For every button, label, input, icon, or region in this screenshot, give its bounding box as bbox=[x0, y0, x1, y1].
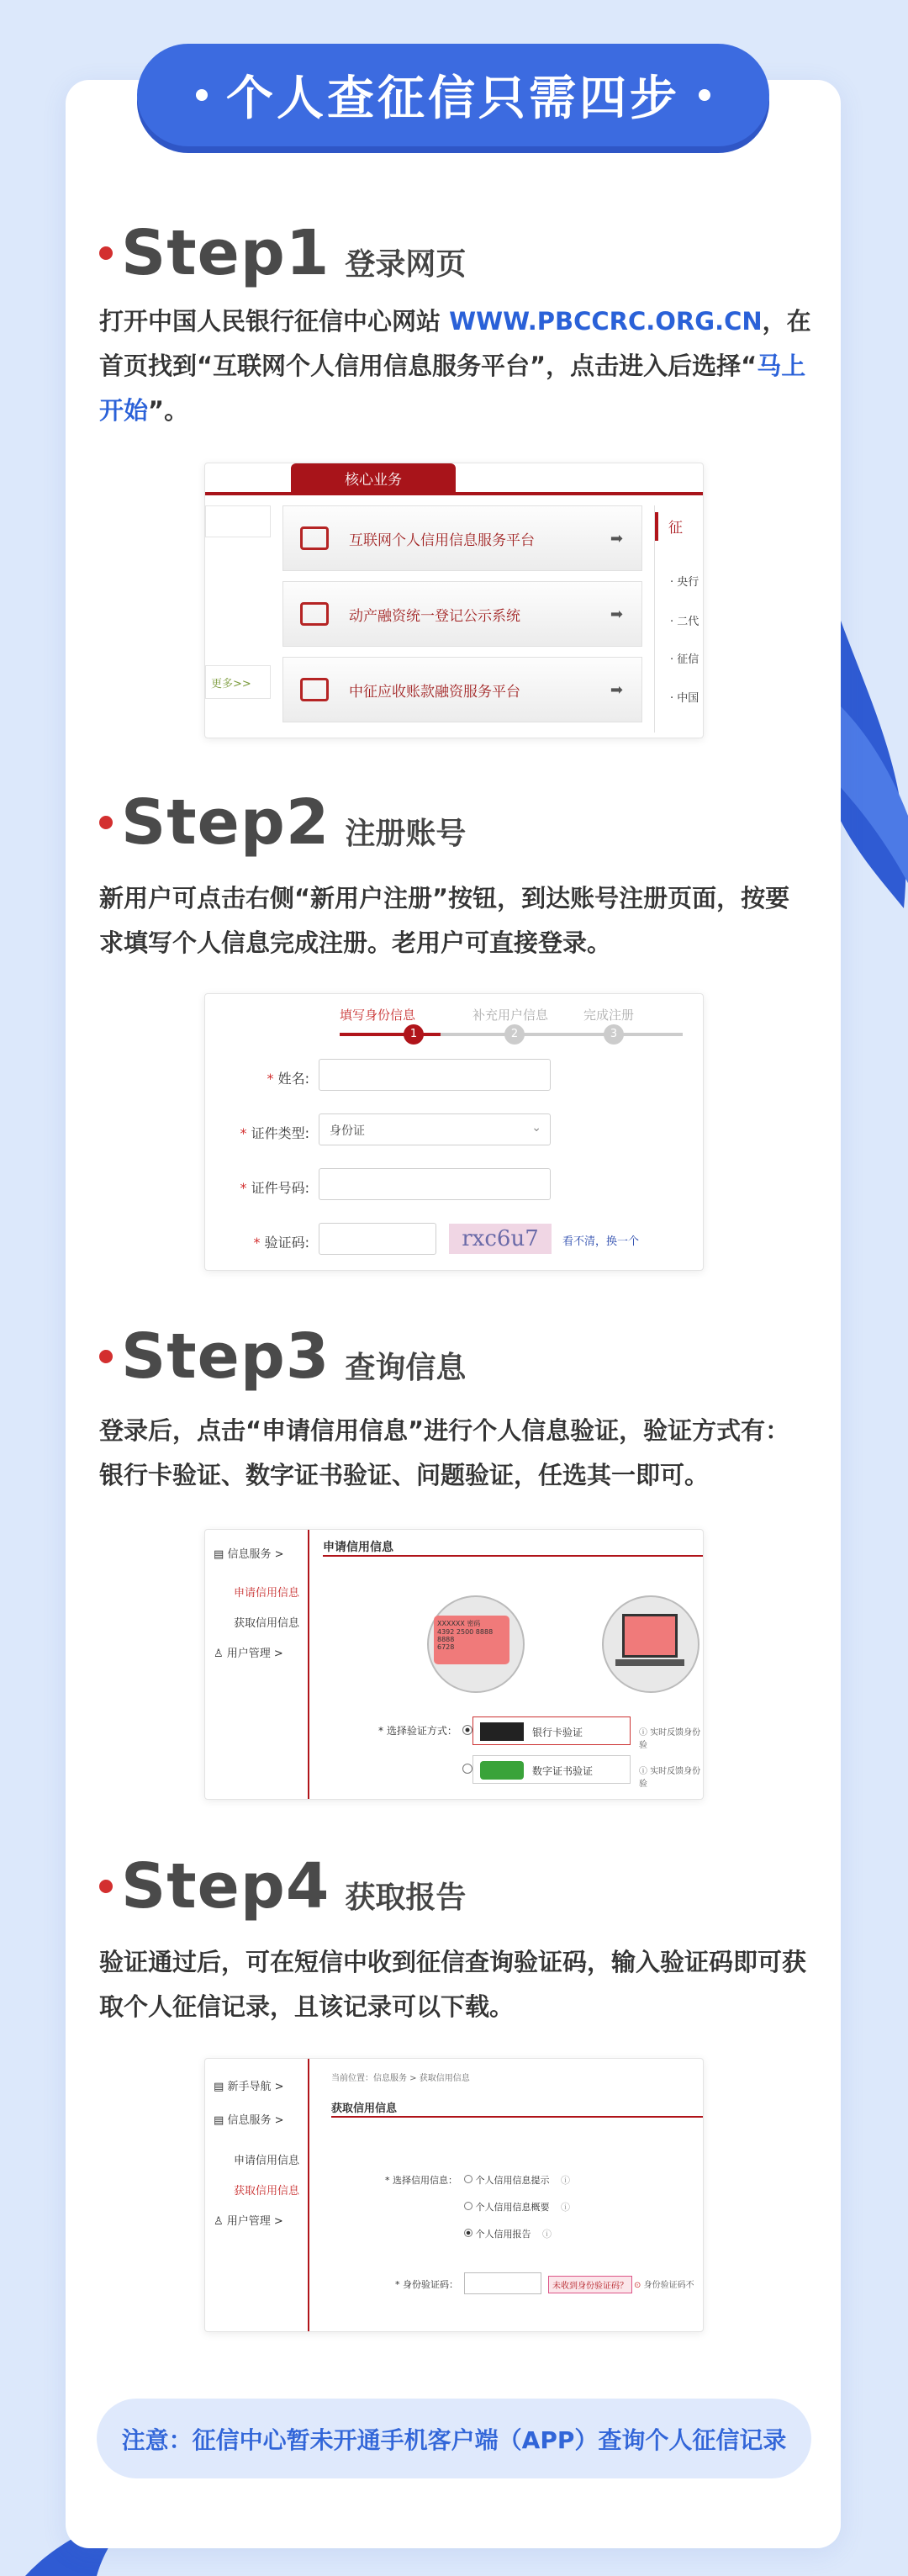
nav-get-credit[interactable]: 获取信用信息 bbox=[234, 2185, 300, 2198]
select-info-label: * 选择信用信息： bbox=[385, 2175, 457, 2186]
tip-digital-cert: ⓘ 实时反馈身份验 bbox=[639, 1767, 701, 1789]
step4-heading bbox=[99, 1850, 466, 1923]
nav-apply-credit[interactable]: 申请信用信息 bbox=[234, 2155, 300, 2167]
nav-get-credit[interactable]: 获取信用信息 bbox=[234, 1617, 300, 1630]
tip-text: 实时反馈身份验 bbox=[639, 1728, 701, 1750]
doc-icon: ▤ bbox=[214, 1548, 224, 1561]
tip-text: 实时反馈身份验 bbox=[639, 1767, 701, 1789]
step2-heading bbox=[99, 786, 466, 859]
label-text: 姓名: bbox=[277, 1071, 309, 1087]
label-text: 验证码: bbox=[264, 1235, 309, 1251]
progress-step-2: 补充用户信息 bbox=[472, 1008, 549, 1023]
option-bank-card[interactable] bbox=[472, 1716, 631, 1745]
panel-header: 申请信用信息 bbox=[323, 1541, 393, 1554]
progress-step-1: 填写身份信息 bbox=[340, 1008, 416, 1023]
usb-key-icon bbox=[480, 1761, 524, 1780]
option-label: 数字证书验证 bbox=[532, 1765, 594, 1777]
radio-checked-icon bbox=[464, 2229, 472, 2237]
nav-label: 用户管理 > bbox=[226, 1648, 283, 1660]
step2-number: Step2 bbox=[121, 786, 330, 859]
progress-step-3: 完成注册 bbox=[583, 1008, 635, 1023]
more-link[interactable]: 更多>> bbox=[205, 665, 271, 699]
arrow-right-icon: ➡ bbox=[610, 529, 623, 547]
chevron-down-icon: ⌄ bbox=[531, 1121, 541, 1135]
side-nav bbox=[205, 2059, 309, 2331]
service-label: 互联网个人信用信息服务平台 bbox=[349, 532, 535, 549]
news-item[interactable]: · 征信 bbox=[670, 653, 699, 666]
info-icon: ⓘ bbox=[542, 2229, 552, 2240]
user-icon: ♙ bbox=[214, 2215, 224, 2228]
service-label: 动产融资统一登记公示系统 bbox=[349, 607, 520, 625]
nav-label: 信息服务 > bbox=[227, 2114, 284, 2127]
option-label: 个人信用报告 bbox=[475, 2229, 531, 2240]
side-nav bbox=[205, 1530, 309, 1799]
info-icon: ⓘ bbox=[561, 2202, 570, 2213]
service-row-credit-platform[interactable] bbox=[282, 505, 642, 571]
news-head: 征 bbox=[668, 520, 683, 537]
name-label bbox=[205, 1068, 309, 1087]
label-text: 证件号码: bbox=[251, 1180, 309, 1196]
nav-beginner[interactable] bbox=[214, 2077, 283, 2093]
step3-description: 登录后，点击“申请信用信息”进行个人信息验证，验证方式有：银行卡验证、数字证书验证、问题验证，任选其一即可。 bbox=[99, 1416, 790, 1489]
tip-text: 身份验证码不 bbox=[643, 2281, 694, 2290]
panel-header: 获取信用信息 bbox=[331, 2103, 398, 2115]
card-text: 4392 2500 8888 8888 bbox=[437, 1628, 494, 1643]
card-graphic bbox=[434, 1616, 509, 1664]
step4-number: Step4 bbox=[121, 1850, 330, 1923]
right-news-panel bbox=[654, 505, 704, 733]
step-bullet bbox=[99, 246, 113, 260]
info-icon: ⓘ bbox=[561, 2175, 570, 2186]
nav-apply-credit[interactable]: 申请信用信息 bbox=[234, 1587, 300, 1600]
card-icon bbox=[300, 678, 329, 701]
notice-banner bbox=[97, 2399, 811, 2478]
chart-icon bbox=[300, 526, 329, 550]
option-label: 个人信用信息提示 bbox=[475, 2175, 550, 2186]
nav-user-manage[interactable] bbox=[214, 1644, 283, 1660]
user-icon: ♙ bbox=[214, 1648, 224, 1660]
bank-card-illustration bbox=[427, 1595, 525, 1693]
screenshot-get-credit bbox=[204, 2058, 704, 2332]
start-now-highlight: 马上开始 bbox=[99, 352, 806, 425]
id-type-select[interactable] bbox=[319, 1113, 551, 1145]
pbccrc-link[interactable]: WWW.PBCCRC.ORG.CN bbox=[449, 307, 763, 336]
verify-method-label: * 选择验证方式： bbox=[378, 1725, 457, 1737]
warning-icon: ⊙ bbox=[634, 2281, 641, 2290]
camera-icon bbox=[300, 602, 329, 626]
step1-desc-post: ”。 bbox=[148, 396, 189, 425]
banner-title: 个人查征信只需四步 bbox=[226, 71, 680, 126]
required-mark: * bbox=[240, 1125, 247, 1141]
step1-number: Step1 bbox=[121, 217, 330, 289]
captcha-label bbox=[205, 1232, 309, 1251]
step-bullet bbox=[99, 816, 113, 829]
screenshot-register-form bbox=[204, 993, 704, 1271]
laptop-base bbox=[615, 1659, 684, 1666]
required-mark: * bbox=[240, 1180, 247, 1196]
nav-label: 新手导航 > bbox=[227, 2081, 284, 2093]
get-code-button[interactable]: 未收到身份验证码？ bbox=[548, 2276, 632, 2293]
step3-heading bbox=[99, 1320, 466, 1393]
captcha-input[interactable] bbox=[319, 1223, 436, 1255]
captcha-image: rxc6u7 bbox=[449, 1224, 552, 1254]
bank-card-icon bbox=[480, 1722, 524, 1741]
card-text: XXXXXX bbox=[437, 1620, 465, 1627]
id-number-label bbox=[205, 1177, 309, 1197]
id-type-label bbox=[205, 1123, 309, 1142]
doc-icon: ▤ bbox=[214, 2114, 224, 2127]
nav-label: 用户管理 > bbox=[226, 2215, 283, 2228]
code-tip bbox=[634, 2277, 694, 2290]
nav-info-service[interactable] bbox=[214, 2111, 283, 2127]
arrow-right-icon: ➡ bbox=[610, 605, 623, 623]
service-row-movables[interactable] bbox=[282, 581, 642, 647]
radio-bank-card[interactable] bbox=[462, 1725, 472, 1735]
step3-number: Step3 bbox=[121, 1320, 330, 1393]
step-bullet bbox=[99, 1880, 113, 1893]
header-line bbox=[323, 1555, 704, 1557]
progress-fill bbox=[340, 1033, 441, 1036]
news-item[interactable]: · 二代 bbox=[670, 616, 699, 628]
code-label: * 身份验证码： bbox=[395, 2279, 458, 2290]
card-text: 密码 bbox=[467, 1620, 481, 1627]
step-bullet bbox=[99, 1350, 113, 1363]
refresh-captcha-link[interactable]: 看不清，换一个 bbox=[562, 1235, 640, 1248]
name-input[interactable] bbox=[319, 1059, 551, 1091]
progress-dot-3: 3 bbox=[604, 1024, 624, 1045]
banner-dot-right bbox=[699, 89, 710, 101]
news-item[interactable]: · 央行 bbox=[670, 576, 699, 589]
progress-dot-1: 1 bbox=[404, 1024, 424, 1045]
radio-digital-cert[interactable] bbox=[462, 1764, 472, 1774]
progress-dot-2: 2 bbox=[504, 1024, 525, 1045]
required-mark: * bbox=[253, 1235, 261, 1251]
arrow-right-icon: ➡ bbox=[610, 680, 623, 699]
step2-title: 注册账号 bbox=[345, 817, 467, 851]
step3-title: 查询信息 bbox=[345, 1351, 467, 1385]
screenshot-apply-credit bbox=[204, 1529, 704, 1800]
step1-desc-pre: 打开中国人民银行征信中心网站 bbox=[99, 307, 450, 336]
tip-bank-card: ⓘ 实时反馈身份验 bbox=[639, 1728, 701, 1750]
breadcrumb: 当前位置：信息服务 > 获取信用信息 bbox=[331, 2074, 470, 2083]
code-input[interactable] bbox=[464, 2272, 541, 2294]
step4-title: 获取报告 bbox=[345, 1880, 467, 1915]
option-label: 个人信用信息概要 bbox=[475, 2202, 550, 2213]
header-line bbox=[331, 2116, 704, 2118]
step1-heading bbox=[99, 217, 466, 289]
option-digital-cert[interactable] bbox=[472, 1755, 631, 1784]
id-type-value: 身份证 bbox=[330, 1124, 365, 1138]
required-mark: * bbox=[267, 1071, 274, 1087]
step1-desc-mid: ，在首页找到“互联网个人信用信息服务平台”，点击进入后选择“ bbox=[99, 307, 811, 380]
option-label: 银行卡验证 bbox=[532, 1727, 583, 1738]
news-item[interactable]: · 中国 bbox=[670, 692, 699, 705]
service-label: 中征应收账款融资服务平台 bbox=[349, 683, 520, 701]
step1-description bbox=[99, 299, 814, 433]
step1-title: 登录网页 bbox=[345, 247, 467, 282]
core-business-tab[interactable]: 核心业务 bbox=[291, 463, 456, 492]
card-text: 6728 bbox=[437, 1643, 455, 1651]
title-banner bbox=[137, 44, 769, 146]
news-accent bbox=[655, 512, 658, 541]
nav-label: 信息服务 > bbox=[227, 1548, 284, 1561]
id-number-input[interactable] bbox=[319, 1168, 551, 1200]
option-report[interactable] bbox=[464, 2227, 552, 2240]
nav-info-service[interactable] bbox=[214, 1545, 283, 1561]
banner-dot-left bbox=[196, 89, 208, 101]
left-panel bbox=[205, 505, 271, 537]
step4-description: 验证通过后，可在短信中收到征信查询验证码，输入验证码即可获取个人征信记录，且该记录可以下载。 bbox=[99, 1948, 807, 2021]
laptop-illustration bbox=[602, 1595, 699, 1693]
service-row-receivables[interactable] bbox=[282, 657, 642, 722]
tab-underline bbox=[205, 492, 703, 495]
radio-icon bbox=[464, 2202, 472, 2210]
screenshot-core-business bbox=[204, 463, 704, 738]
nav-user-manage[interactable] bbox=[214, 2212, 283, 2228]
radio-icon bbox=[464, 2175, 472, 2183]
option-summary[interactable] bbox=[464, 2200, 570, 2214]
label-text: 证件类型: bbox=[251, 1125, 309, 1141]
book-icon: ▤ bbox=[214, 2081, 224, 2093]
step2-description: 新用户可点击右侧“新用户注册”按钮，到达账号注册页面，按要求填写个人信息完成注册。老用户可直接登录。 bbox=[99, 884, 790, 957]
option-hint[interactable] bbox=[464, 2173, 570, 2187]
notice-text: 注意：征信中心暂未开通手机客户端（APP）查询个人征信记录 bbox=[121, 2425, 787, 2454]
laptop-screen bbox=[622, 1614, 678, 1658]
